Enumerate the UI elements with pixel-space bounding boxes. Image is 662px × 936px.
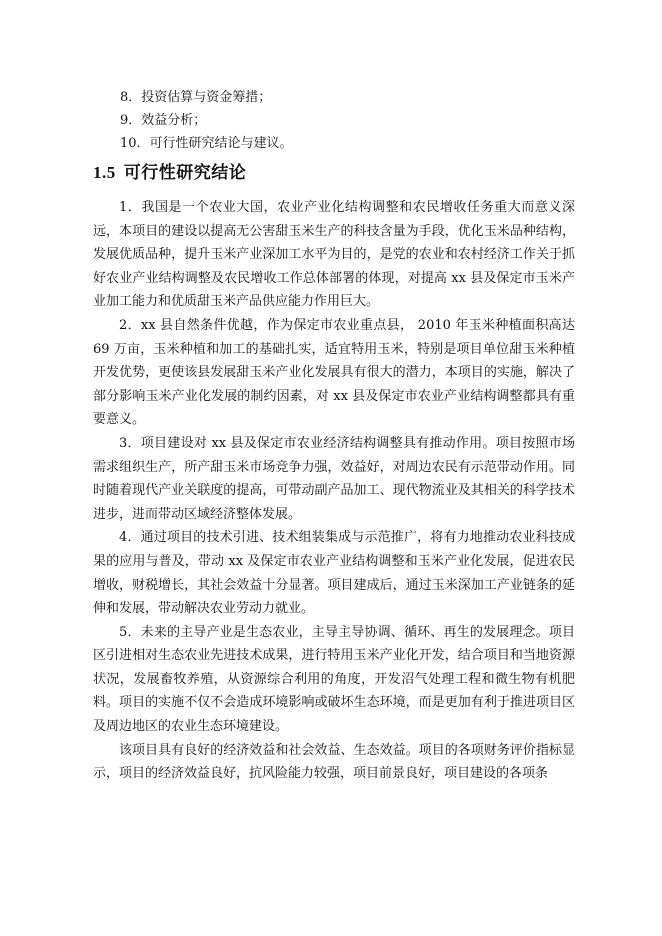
section-heading — [93, 158, 246, 183]
paragraph: 3．项目建设对 xx 县及保定市农业经济结构调整具有推动作用。项目按照市场需求组织生产，所产甜玉米市场竞争力强，效益好，对周边农民有示范带动作用。同时随着现代产业关联度的提高，可带动副产品加工、现代物流业及其相关的科学技术进步，进而带动区域经济整体发展。 — [93, 435, 575, 522]
paragraph: 2．xx 县自然条件优越，作为保定市农业重点县， 2010 年玉米种植面积高达 69 万亩，玉米种植和加工的基础扎实，适宜特用玉米，特别是项目单位甜玉米种植开发优势，更使该县发展甜玉米产业化发展具有很大的潜力，本项目的实施，解决了部分影响玉米产业化发展的制约因素，对 xx 县及保定市农业产业结构调整都具有重要意义。 — [93, 317, 575, 428]
list-item: 10．可行性研究结论与建议。 — [120, 136, 293, 151]
list-item: 8．投资估算与资金筹措； — [120, 90, 272, 105]
paragraph: 1．我国是一个农业大国，农业产业化结构调整和农民增收任务重大而意义深远，本项目的建设以提高无公害甜玉米生产的科技含量为手段，优化玉米品种结构，发展优质品种，提升玉米产业深加工水平为目的，是党的农业和农村经济工作关于抓好农业产业结构调整及农民增收工作总体部署的体现，对提高 xx 县及保定市玉米产业加工能力和优质甜玉米产品供应能力作用巨大。 — [93, 200, 575, 310]
chapter-list — [120, 86, 580, 155]
section-title: 可行性研究结论 — [123, 163, 247, 183]
paragraph: 5．未来的主导产业是生态农业，主导主导协调、循环、再生的发展理念。项目区引进相对生态农业先进技术成果，进行特用玉米产业化开发，结合项目和当地资源状况，发展畜牧养殖，从资源综合利用的角度，开发沼气处理工程和微生物有机肥料。项目的实施不仅不会造成环境影响或破坏生态环境，而是更加有利于推进项目区及周边地区的农业生态环境建设。 — [93, 624, 575, 735]
paragraph: 4．通过项目的技术引进、技术组装集成与示范推广，将有力地推动农业科技成果的应用与普及，带动 xx 及保定市农业产业结构调整和玉米产业化发展，促进农民增收，财税增长，其社会效益十分显著。项目建成后，通过玉米深加工产业链条的延伸和发展，带动解决农业劳动力就业。 — [93, 530, 575, 617]
list-item: 9．效益分析； — [120, 113, 207, 128]
section-number: 1.5 — [93, 163, 116, 182]
paragraph: 该项目具有良好的经济效益和社会效益、生态效益。项目的各项财务评价指标显示，项目的经济效益良好，抗风险能力较强，项目前景良好，项目建设的各项条 — [93, 742, 575, 782]
section-body — [93, 196, 575, 786]
